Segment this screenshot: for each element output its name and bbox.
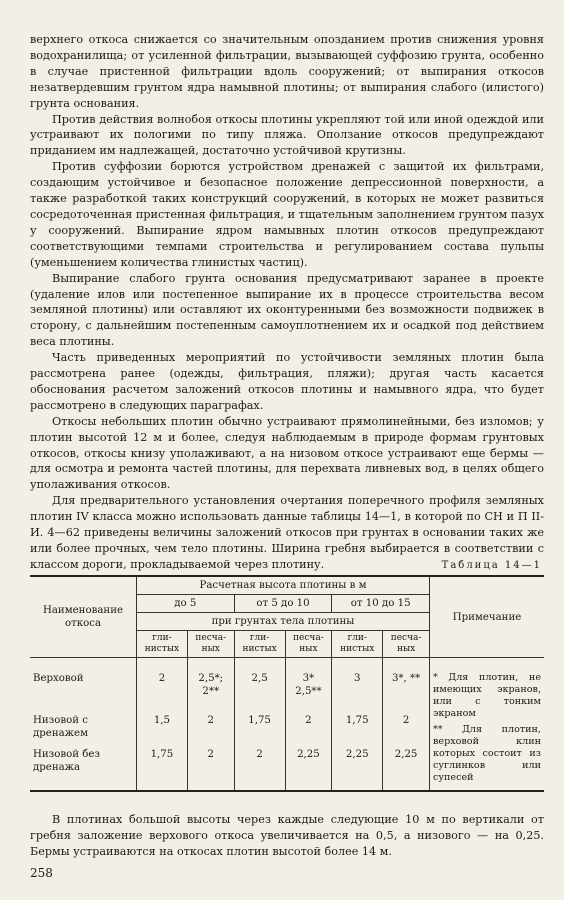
cell: 1,75 [332, 700, 383, 742]
cell: 1,5 [137, 700, 188, 742]
sand-header: песча- ных [383, 631, 430, 658]
cell: 2 [383, 700, 430, 742]
cell: 3 [332, 658, 383, 701]
notes-cell [430, 658, 545, 792]
cell: 2 [187, 742, 234, 791]
bottom-text [30, 812, 544, 860]
cell: 2,5 [234, 658, 285, 701]
row-name: Низовой без дренажа [30, 742, 137, 791]
height-group-header: Расчетная высота плотины в м [137, 576, 430, 595]
col-name-header: Наименование откоса [30, 576, 137, 658]
cell: 2 [234, 742, 285, 791]
table-caption: Таблица 14—1 [441, 560, 542, 571]
cell: 2 [137, 658, 188, 701]
note-1: * Для плотин, не имеющих экранов, или с тонким экраном [433, 672, 541, 719]
bottom-paragraph: В плотинах большой высоты через каждые следующие 10 м по вертикали от гребня заложение верхового откоса увеличивается на 0,5, а низового — на 0,25. Бермы устраиваются на откосах плотин высотой более 14 м. [30, 813, 544, 858]
col-note-header: Примечание [430, 576, 545, 658]
cell: 1,75 [137, 742, 188, 791]
cell: 3*, ** [383, 658, 430, 701]
cell: 2 [187, 700, 234, 742]
paragraph-5: Часть приведенных мероприятий по устойчивости земляных плотин была рассмотрена ранее (одежды, фильтрация, пляжи); другая часть касается обоснования расчетом заложений откосов плотины и намывного ядра, что будет рассмотрено в следующих параграфах. [30, 351, 544, 412]
main-text [30, 32, 544, 573]
soil-group-header: при грунтах тела плотины [137, 613, 430, 631]
paragraph-2: Против действия волнобоя откосы плотины укрепляют той или иной одеждой или устраивают их пологими по типу пляжа. Оползание откосов предупреждают приданием им надлежащей, достаточно устойчивой крутизны. [30, 112, 544, 158]
cell: 1,75 [234, 700, 285, 742]
cell: 2,25 [285, 742, 332, 791]
cell: 3* 2,5** [285, 658, 332, 701]
paragraph-3: Против суффозии борются устройством дренажей с защитой их фильтрами, создающим устойчивое и безопасное положение депрессионной поверхности, а также разработкой таких конструкций сооружений, в которых не может развиться сосредоточенная пристенная фильтрация, и тщательным заполнением грунтом пазух у сооружений. Выпирание ядром намывных плотин откосов предупреждают соответствующими темпами строительства и регулированием состава пульпы (уменьшением количества глинистых частиц). [30, 160, 544, 269]
row-name: Низовой с дренажем [30, 700, 137, 742]
paragraph-7: Для предварительного установления очертания поперечного профиля земляных плотин IV класса можно использовать данные таблицы 14—1, в которой по СН и П II-И. 4—62 приведены величины заложений откосов при грунтах в основании таких же или более прочных, чем тело плотины. Ширина гребня выбирается в соответствии с классом дороги, прокладываемой через плотину. [30, 494, 544, 571]
range-header-3: от 10 до 15 [332, 595, 430, 613]
row-name: Верховой [30, 658, 137, 701]
clay-header: гли- нистых [234, 631, 285, 658]
sand-header: песча- ных [285, 631, 332, 658]
table-row [30, 658, 544, 701]
sand-header: песча- ных [187, 631, 234, 658]
cell: 2 [285, 700, 332, 742]
paragraph-1: верхнего откоса снижается со значительным опозданием против снижения уровня водохранилища; от усиленной фильтрации, вызывающей суффозию грунта, особенно в случае пристенной фильтрации вдоль сооружений; от выпирания откосов незатвердевшим грунтом ядра намывной плотины; от выпирания слабого (илистого) грунта основания. [30, 33, 544, 110]
cell: 2,5*; 2** [187, 658, 234, 701]
slope-table [30, 575, 544, 792]
page-number: 258 [30, 866, 53, 880]
note-2: ** Для плотин, верховой клин которых состоит из суглинков или супесей [433, 724, 541, 783]
clay-header: гли- нистых [332, 631, 383, 658]
cell: 2,25 [332, 742, 383, 791]
range-header-2: от 5 до 10 [234, 595, 332, 613]
clay-header: гли- нистых [137, 631, 188, 658]
cell: 2,25 [383, 742, 430, 791]
paragraph-4: Выпирание слабого грунта основания предусматривают заранее в проекте (удаление илов или постепенное выпирание их в процессе строительства весом земляной плотины) или оставляют их оконтуренными без возможности подвижек в сторону, с дальнейшим постепенным самоуплотнением их и осадкой под действием веса плотины. [30, 271, 544, 349]
paragraph-6: Откосы небольших плотин обычно устраивают прямолинейными, без изломов; у плотин высотой 12 м и более, следуя наблюдаемым в природе формам грунтовых откосов, откосы книзу уполаживают, а на низовом откосе устраивают еще бермы — для осмотра и ремонта частей плотины, для перехвата ливневых вод, в целях общего уполаживания откосов. [30, 414, 544, 492]
range-header-1: до 5 [137, 595, 235, 613]
